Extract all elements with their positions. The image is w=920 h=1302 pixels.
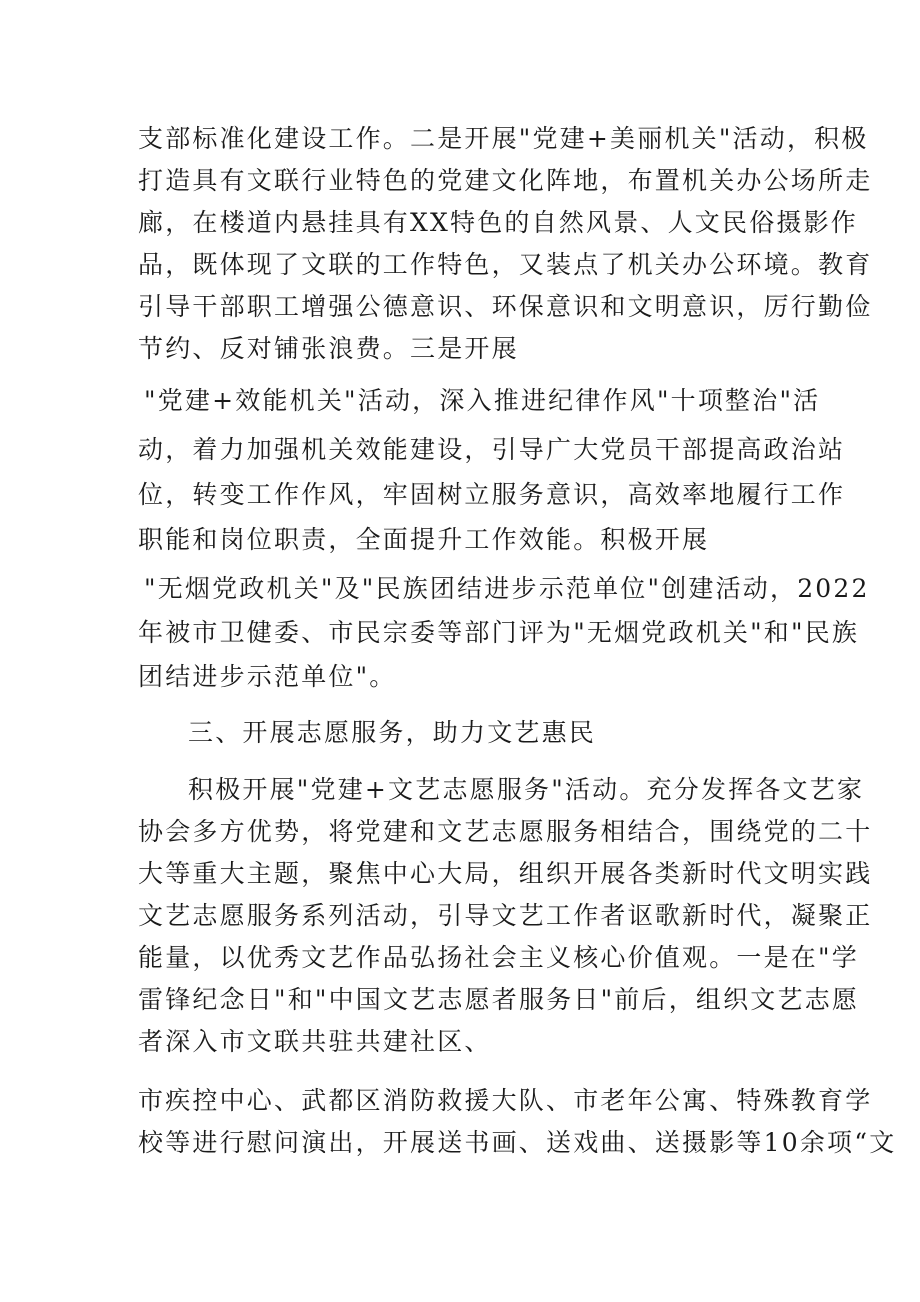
paragraph-line: 积极开展"党建+文艺志愿服务"活动。充分发挥各文艺家 — [188, 775, 865, 804]
paragraph-line: 节约、反对铺张浪费。三是开展 — [138, 334, 519, 363]
paragraph-line: 校等进行慰问演出，开展送书画、送戏曲、送摄影等10余项“文 — [138, 1128, 897, 1157]
paragraph-line: 引导干部职工增强公德意识、环保意识和文明意识，厉行勤俭 — [138, 292, 873, 321]
paragraph-line: "党建+效能机关"活动，深入推进纪律作风"十项整治"活 — [144, 386, 821, 415]
section-heading: 三、开展志愿服务，助力文艺惠民 — [188, 718, 597, 747]
paragraph-line: 雷锋纪念日"和"中国文艺志愿者服务日"前后，组织文艺志愿 — [138, 985, 860, 1014]
paragraph-line: 廊，在楼道内悬挂具有XX特色的自然风景、人文民俗摄影作 — [138, 208, 858, 237]
paragraph-line: 文艺志愿服务系列活动，引导文艺工作者讴歌新时代，凝聚正 — [138, 901, 873, 930]
paragraph-line: 能量，以优秀文艺作品弘扬社会主义核心价值观。一是在"学 — [138, 943, 859, 972]
paragraph-line: 打造具有文联行业特色的党建文化阵地，布置机关办公场所走 — [138, 166, 873, 195]
paragraph-line: 市疾控中心、武都区消防救援大队、市老年公寓、特殊教育学 — [138, 1086, 873, 1115]
paragraph-line: 团结进步示范单位"。 — [138, 662, 397, 691]
paragraph-line: 者深入市文联共驻共建社区、 — [138, 1027, 492, 1056]
paragraph-line: 品，既体现了文联的工作特色，又装点了机关办公环境。教育 — [138, 250, 873, 279]
paragraph-line: "无烟党政机关"及"民族团结进步示范单位"创建活动，2022 — [144, 574, 870, 603]
paragraph-line: 支部标准化建设工作。二是开展"党建+美丽机关"活动，积极 — [138, 124, 869, 153]
paragraph-line: 大等重大主题，聚焦中心大局，组织开展各类新时代文明实践 — [138, 859, 873, 888]
paragraph-line: 职能和岗位职责，全面提升工作效能。积极开展 — [138, 525, 710, 554]
paragraph-line: 协会多方优势，将党建和文艺志愿服务相结合，围绕党的二十 — [138, 817, 873, 846]
paragraph-line: 位，转变工作作风，牢固树立服务意识，高效率地履行工作 — [138, 480, 846, 509]
paragraph-line: 年被市卫健委、市民宗委等部门评为"无烟党政机关"和"民族 — [138, 618, 860, 647]
paragraph-line: 动，着力加强机关效能建设，引导广大党员干部提高政治站 — [138, 435, 846, 464]
